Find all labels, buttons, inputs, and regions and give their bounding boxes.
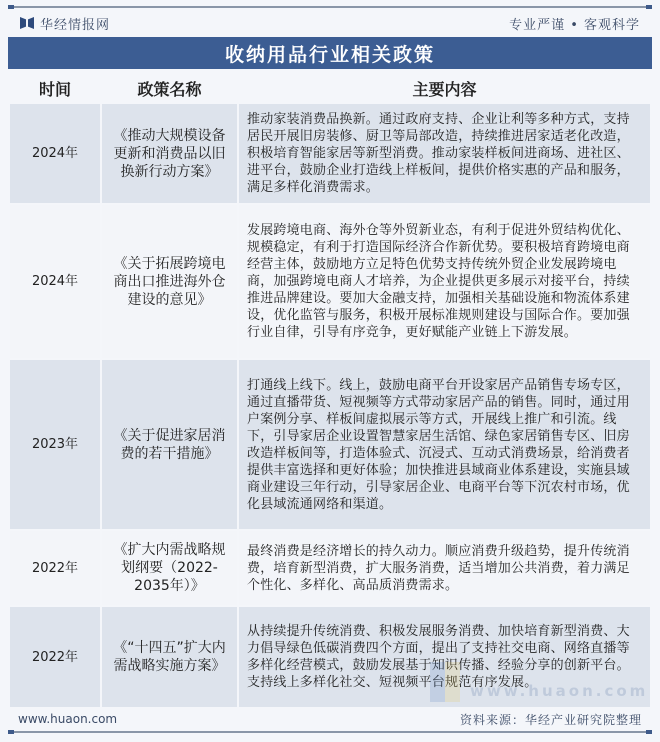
table-header-row — [10, 74, 650, 102]
top-frame-line — [8, 6, 652, 8]
cell-policy-name: 《“十四五”扩大内需战略实施方案》 — [102, 607, 237, 707]
table-row — [10, 104, 650, 203]
header-main-content: 主要内容 — [412, 79, 477, 99]
table-row — [10, 607, 650, 707]
cell-content: 推动家装消费品换新。通过政府支持、企业让利等多种方式，支持居民开展旧房装修、厨卫等局部改造，持续推进居家适老化改造，积极培育智能家居等新型消费。推动家装样板间进商场、进社区、进平台，鼓励企业打造线上样板间，提供价格实惠的产品和服务，满足多样化消费需求。 — [239, 104, 650, 203]
cell-policy-name: 《关于促进家居消费的若干措施》 — [102, 360, 237, 529]
cell-content: 打通线上线下。线上，鼓励电商平台开设家居产品销售专场专区，通过直播带货、短视频等方式带动家居产品的销售。同时，通过用户案例分享、样板间虚拟展示等方式，开展线上推广和引流。线下，引导家居企业设置智慧家居生活馆、绿色家居销售专区、旧房改造样板间等，打造体验式、沉浸式、互动式消费场景，给消费者提供丰富选择和更好体验；加快推进县域商业体系建设，实施县域商业建设三年行动，引导家居企业、电商平台等下沉农村市场，优化县域流通网络和渠道。 — [239, 360, 650, 529]
cell-policy-name: 《扩大内需战略规划纲要（2022-2035年）》 — [102, 531, 237, 605]
brand-name: 华经情报网 — [40, 17, 111, 33]
page-title: 收纳用品行业相关政策 — [224, 43, 435, 66]
cell-time: 2022年 — [10, 607, 100, 707]
header-time: 时间 — [38, 79, 71, 99]
cell-content: 从持续提升传统消费、积极发展服务消费、加快培育新型消费、大力倡导绿色低碳消费四个方面，提出了支持社交电商、网络直播等多样化经营模式，鼓励发展基于知识传播、经验分享的创新平台。支持线上多样化社交、短视频平台规范有序发展。 — [239, 607, 650, 707]
table-row — [10, 531, 650, 605]
brand-bar — [8, 10, 652, 36]
huajing-logo-icon — [20, 17, 34, 29]
cell-content: 发展跨境电商、海外仓等外贸新业态，有利于促进外贸结构优化、规模稳定，有利于打造国际经济合作新优势。要积极培育跨境电商经营主体，鼓励地方立足特色优势支持传统外贸企业发展跨境电商，加强跨境电商人才培养，为企业提供更多展示对接平台，持续推进品牌建设。要加大金融支持，加强相关基础设施和物流体系建设，优化监管与服务，积极开展标准规则建设与国际合作。要加强行业自律，引导有序竞争，更好赋能产业链上下游发展。 — [239, 205, 650, 358]
brand-slogan: 专业严谨 • 客观科学 — [509, 17, 640, 33]
policy-table — [8, 72, 652, 709]
footer-url: www.huaon.com — [18, 712, 118, 726]
cell-content: 最终消费是经济增长的持久动力。顺应消费升级趋势，提升传统消费，培育新型消费，扩大服务消费，适当增加公共消费，着力满足个性化、多样化、高品质消费需求。 — [239, 531, 650, 605]
cell-policy-name: 《关于拓展跨境电商出口推进海外仓建设的意见》 — [102, 205, 237, 358]
table-row — [10, 205, 650, 358]
cell-time: 2022年 — [10, 531, 100, 605]
title-bar — [8, 37, 652, 69]
footer-source: 资料来源：华经产业研究院整理 — [459, 712, 642, 727]
cell-policy-name: 《推动大规模设备更新和消费品以旧换新行动方案》 — [102, 104, 237, 203]
brand — [20, 14, 110, 33]
header-policy-name: 政策名称 — [137, 79, 202, 99]
bottom-frame-line — [8, 731, 652, 733]
cell-time: 2023年 — [10, 360, 100, 529]
footer — [8, 708, 652, 730]
cell-time: 2024年 — [10, 104, 100, 203]
table-row — [10, 360, 650, 529]
cell-time: 2024年 — [10, 205, 100, 358]
